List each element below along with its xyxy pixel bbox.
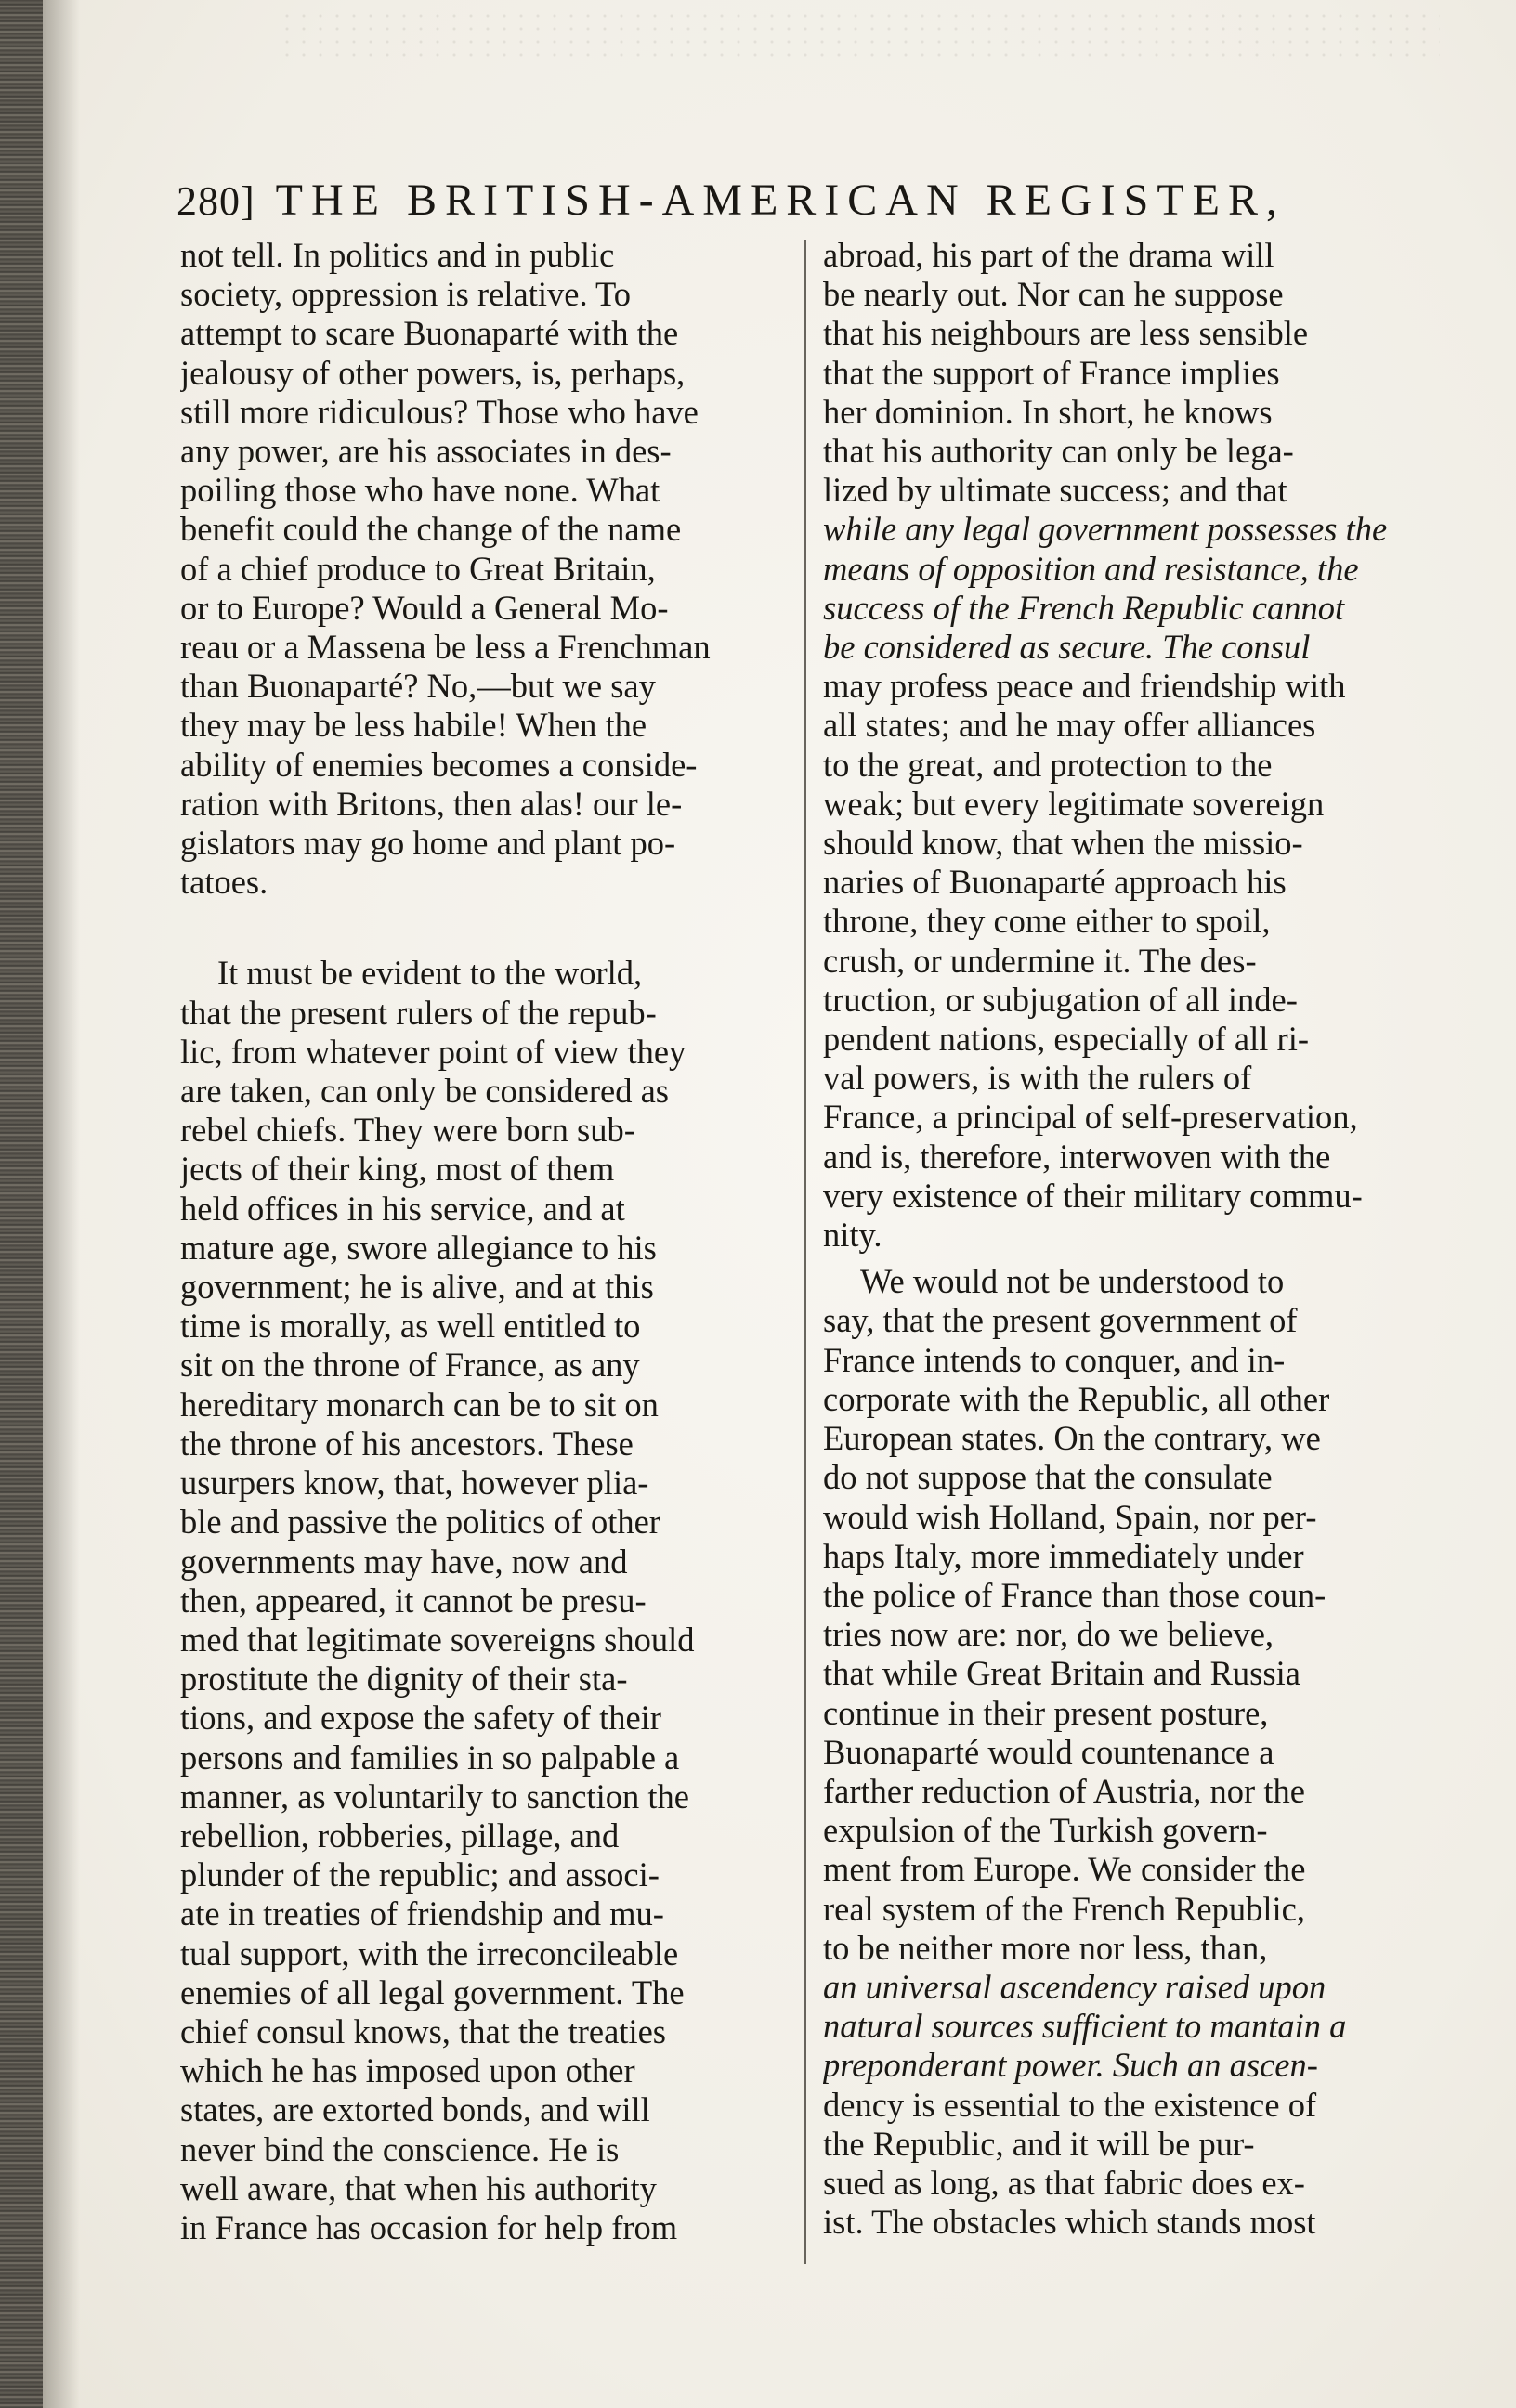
text-line: farther reduction of Austria, nor the (823, 1771, 1305, 1810)
paragraph-gap (823, 1255, 1440, 1262)
text-line: ment from Europe. We consider the (823, 1850, 1306, 1889)
text-line: that his neighbours are less sensible (823, 314, 1309, 353)
text-line: natural sources sufficient to mantain a (823, 2007, 1347, 2046)
text-line: to the great, and protection to the (823, 745, 1273, 784)
text-line: ability of enemies becomes a conside- (180, 745, 698, 784)
text-line: time is morally, as well entitled to (180, 1307, 641, 1346)
text-line: never bind the conscience. He is (180, 2129, 620, 2168)
text-line: corporate with the Republic, all other (823, 1379, 1330, 1418)
page-header (176, 175, 1458, 240)
text-line: rebellion, robberies, pillage, and (180, 1816, 620, 1855)
text-line: rebel chiefs. They were born sub- (180, 1111, 635, 1150)
text-line: do not suppose that the consulate (823, 1458, 1273, 1497)
right-paragraph-2 (823, 1262, 1440, 2242)
text-line: not tell. In politics and in public (180, 236, 615, 274)
book-binding-gutter (0, 0, 43, 2408)
text-line: attempt to scare Buonaparté with the (180, 314, 679, 353)
text-line: means of opposition and resistance, the (823, 549, 1359, 588)
text-line: crush, or undermine it. The des- (823, 941, 1257, 980)
text-line: the throne of his ancestors. These (180, 1424, 634, 1463)
text-line: ble and passive the politics of other (180, 1503, 660, 1542)
text-line: lized by ultimate success; and that (823, 471, 1287, 510)
text-line: governments may have, now and (180, 1542, 628, 1581)
text-line: gislators may go home and plant po- (180, 824, 676, 863)
text-line: than Buonaparté? No,—but we say (180, 667, 656, 706)
text-line: haps Italy, more immediately under (823, 1536, 1304, 1575)
text-line: to be neither more nor less, than, (823, 1928, 1268, 1967)
left-column (180, 236, 793, 2247)
text-line: tatoes. (180, 863, 268, 902)
text-line: naries of Buonaparté approach his (823, 863, 1287, 902)
text-line: success of the French Republic cannot (823, 588, 1345, 627)
left-paragraph-2 (180, 954, 793, 2247)
text-line: that while Great Britain and Russia (823, 1654, 1300, 1693)
text-line: France intends to conquer, and in- (823, 1340, 1286, 1379)
text-line: persons and families in so palpable a (180, 1738, 680, 1777)
text-line: say, that the present government of (823, 1301, 1298, 1340)
text-line: France, a principal of self-preservation, (823, 1098, 1358, 1137)
text-line: throne, they come either to spoil, (823, 902, 1271, 941)
left-paragraph-1 (180, 236, 793, 902)
text-line: in France has occasion for help from (180, 2207, 678, 2246)
text-line: may profess peace and friendship with (823, 667, 1346, 706)
column-divider (804, 240, 806, 2264)
text-line: reau or a Massena be less a Frenchman (180, 628, 711, 667)
text-line: preponderant power. Such an ascen- (823, 2046, 1318, 2085)
text-line: weak; but every legitimate sovereign (823, 784, 1325, 823)
text-line: poiling those who have none. What (180, 471, 660, 510)
text-line: government; he is alive, and at this (180, 1268, 654, 1307)
text-line: or to Europe? Would a General Mo- (180, 588, 669, 627)
text-line: plunder of the republic; and associ- (180, 1855, 660, 1894)
text-line: tions, and expose the safety of their (180, 1699, 661, 1738)
text-line: that his authority can only be lega- (823, 432, 1294, 471)
text-line: pendent nations, especially of all ri- (823, 1020, 1309, 1059)
text-line: Buonaparté would countenance a (823, 1732, 1274, 1771)
text-line: well aware, that when his authority (180, 2168, 657, 2207)
text-line: real system of the French Republic, (823, 1889, 1305, 1928)
text-line: European states. On the contrary, we (823, 1419, 1321, 1458)
text-line: truction, or subjugation of all inde- (823, 980, 1298, 1019)
text-line: the police of France than those coun- (823, 1575, 1326, 1614)
text-line: held offices in his service, and at (180, 1189, 625, 1228)
text-line: hereditary monarch can be to sit on (180, 1385, 659, 1424)
text-line: prostitute the dignity of their sta- (180, 1660, 628, 1699)
text-line: her dominion. In short, he knows (823, 392, 1273, 431)
text-line: enemies of all legal government. The (180, 1972, 685, 2011)
text-line: abroad, his part of the drama will (823, 236, 1274, 274)
text-line: tual support, with the irreconcileable (180, 1933, 679, 1972)
text-line: It must be evident to the world, (217, 954, 643, 993)
text-line: sit on the throne of France, as any (180, 1346, 640, 1385)
text-line: lic, from whatever point of view they (180, 1032, 686, 1071)
text-line: be nearly out. Nor can he suppose (823, 275, 1284, 314)
page-number: 280] (176, 178, 255, 224)
text-line: tries now are: nor, do we believe, (823, 1615, 1274, 1654)
text-line: manner, as voluntarily to sanction the (180, 1777, 689, 1816)
text-line: then, appeared, it cannot be presu- (180, 1581, 647, 1620)
text-line: nity. (823, 1216, 882, 1255)
text-line: very existence of their military commu- (823, 1176, 1363, 1215)
gutter-shadow (43, 0, 80, 2408)
text-line: would wish Holland, Spain, nor per- (823, 1497, 1317, 1536)
text-line: an universal ascendency raised upon (823, 1967, 1326, 2006)
text-line: states, are extorted bonds, and will (180, 2090, 650, 2129)
right-column (823, 236, 1440, 2242)
text-line: ist. The obstacles which stands most (823, 2203, 1316, 2242)
text-line: should know, that when the missio- (823, 824, 1303, 863)
text-line: society, oppression is relative. To (180, 275, 632, 314)
text-line: while any legal government possesses the (823, 510, 1388, 549)
text-line: that the present rulers of the repub- (180, 993, 657, 1032)
text-line: We would not be understood to (860, 1262, 1285, 1301)
text-line: ration with Britons, then alas! our le- (180, 784, 683, 823)
text-line: jects of their king, most of them (180, 1150, 615, 1189)
text-line: of a chief produce to Great Britain, (180, 549, 656, 588)
text-line: dency is essential to the existence of (823, 2085, 1317, 2124)
text-line: continue in their present posture, (823, 1693, 1269, 1732)
text-line: ate in treaties of friendship and mu- (180, 1894, 664, 1933)
text-line: med that legitimate sovereigns should (180, 1620, 695, 1659)
text-line: and is, therefore, interwoven with the (823, 1137, 1331, 1176)
text-line: be considered as secure. The consul (823, 628, 1311, 667)
text-line: sued as long, as that fabric does ex- (823, 2163, 1305, 2202)
text-line: that the support of France implies (823, 353, 1280, 392)
text-line: which he has imposed upon other (180, 2051, 635, 2090)
paragraph-gap (180, 902, 793, 954)
text-line: the Republic, and it will be pur- (823, 2124, 1255, 2163)
text-line: all states; and he may offer alliances (823, 706, 1316, 745)
text-line: still more ridiculous? Those who have (180, 392, 699, 431)
text-line: are taken, can only be considered as (180, 1072, 669, 1111)
text-line: chief consul knows, that the treaties (180, 2011, 667, 2050)
text-line: val powers, is with the rulers of (823, 1059, 1252, 1098)
running-head: THE BRITISH-AMERICAN REGISTER, (275, 176, 1286, 225)
text-line: usurpers know, that, however plia- (180, 1464, 649, 1503)
paper-specks (279, 9, 1440, 65)
text-line: any power, are his associates in des- (180, 432, 672, 471)
text-line: mature age, swore allegiance to his (180, 1228, 657, 1267)
text-line: jealousy of other powers, is, perhaps, (180, 353, 686, 392)
text-line: they may be less habile! When the (180, 706, 647, 745)
text-line: expulsion of the Turkish govern- (823, 1811, 1268, 1850)
text-line: benefit could the change of the name (180, 510, 682, 549)
right-paragraph-1 (823, 236, 1440, 1255)
